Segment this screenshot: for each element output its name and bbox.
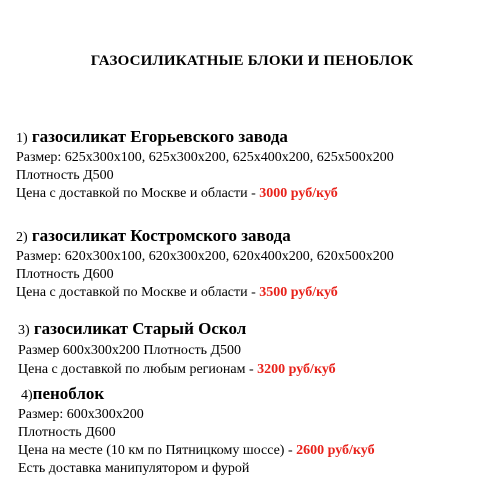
product-name: газосиликат Старый Оскол bbox=[33, 319, 247, 338]
product-size: Размер: 600х300х200 bbox=[18, 407, 144, 422]
item-number: 1) bbox=[16, 131, 28, 146]
product-item-4 bbox=[18, 384, 498, 478]
price-label: Цена с доставкой по Москве и области - bbox=[16, 285, 260, 300]
product-heading bbox=[16, 127, 496, 149]
product-price-line bbox=[16, 284, 496, 302]
price-value: 3200 руб/куб bbox=[257, 362, 336, 377]
product-price-line bbox=[16, 185, 496, 203]
product-density: Плотность Д500 bbox=[16, 168, 114, 183]
product-size: Размер: 625х300х100, 625х300х200, 625х400х200, 625х500х200 bbox=[16, 150, 394, 165]
price-value: 2600 руб/куб bbox=[296, 443, 375, 458]
price-label: Цена с доставкой по Москве и области - bbox=[16, 186, 260, 201]
product-name: газосиликат Егорьевского завода bbox=[31, 127, 288, 146]
product-size-density: Размер 600х300х200 Плотность Д500 bbox=[18, 343, 242, 358]
price-label: Цена на месте (10 км по Пятницкому шоссе) - bbox=[18, 443, 297, 458]
product-heading bbox=[18, 384, 498, 406]
price-value: 3500 руб/куб bbox=[259, 285, 338, 300]
product-price-line bbox=[18, 442, 498, 460]
item-number: 4) bbox=[21, 388, 33, 403]
price-label: Цена с доставкой по любым регионам - bbox=[18, 362, 258, 377]
product-name: газосиликат Костромского завода bbox=[31, 226, 291, 245]
page-title: ГАЗОСИЛИКАТНЫЕ БЛОКИ И ПЕНОБЛОК bbox=[90, 53, 414, 69]
item-number: 2) bbox=[16, 230, 28, 245]
item-number: 3) bbox=[18, 323, 30, 338]
product-item-2 bbox=[16, 226, 496, 302]
product-density: Плотность Д600 bbox=[16, 267, 114, 282]
product-heading bbox=[18, 319, 498, 341]
product-name: пеноблок bbox=[32, 384, 105, 403]
product-price-line bbox=[18, 360, 498, 379]
product-heading bbox=[16, 226, 496, 248]
product-density: Плотность Д600 bbox=[18, 425, 116, 440]
product-size: Размер: 620х300х100, 620х300х200, 620х400х200, 620х500х200 bbox=[16, 249, 394, 264]
product-item-3 bbox=[18, 319, 498, 379]
price-value: 3000 руб/куб bbox=[259, 186, 338, 201]
product-item-1 bbox=[16, 127, 496, 203]
product-delivery: Есть доставка манипулятором и фурой bbox=[18, 461, 250, 476]
